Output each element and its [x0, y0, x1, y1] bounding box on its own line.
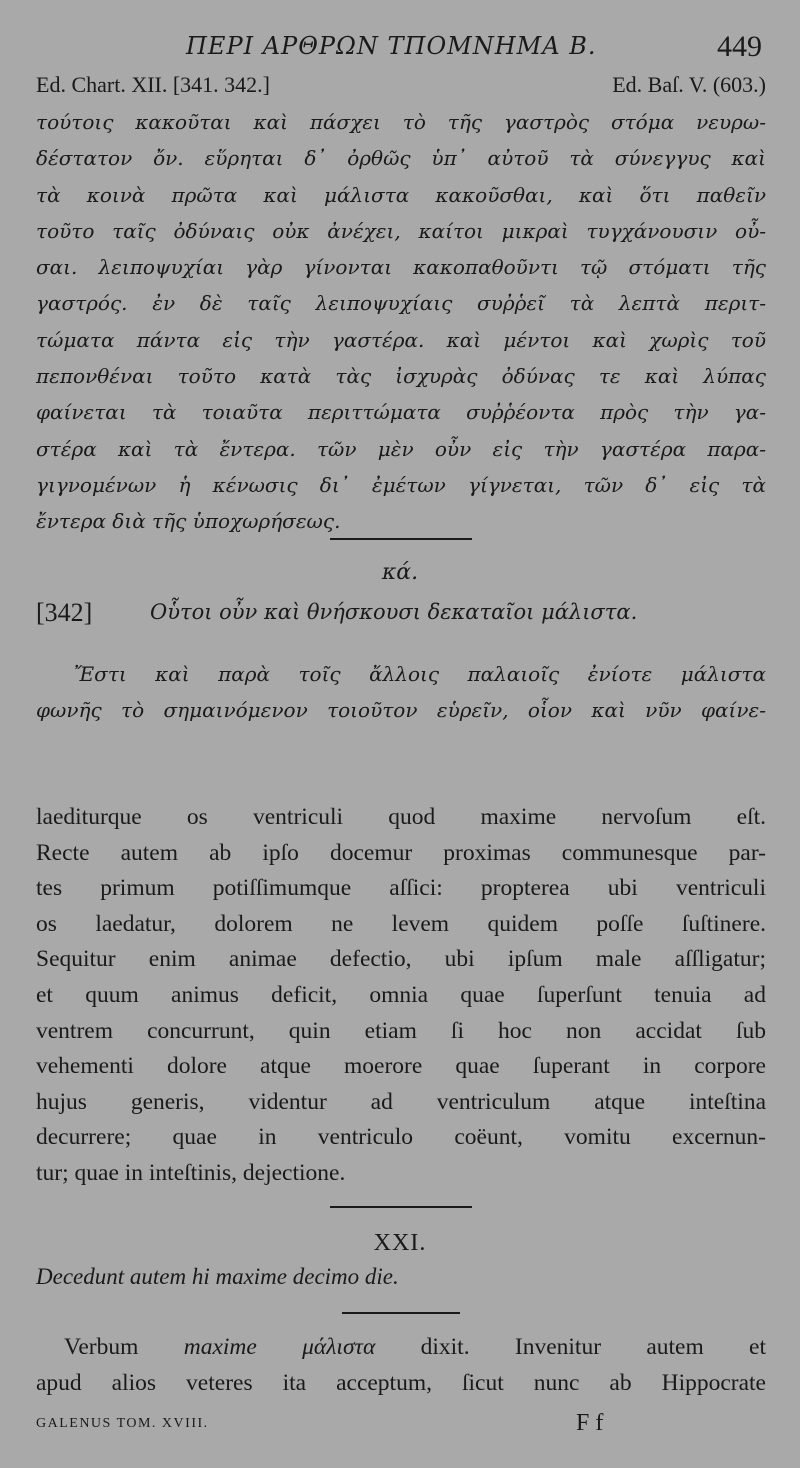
latin-lemma: Decedunt autem hi maxime decimo die. — [36, 1264, 399, 1289]
emphasized-term: maxime μάλιστα — [183, 1334, 376, 1360]
text-line: τὰ κοινὰ πρῶτα καὶ μάλιστα κακοῦσθαι, καὶ ὅτι παθεῖν — [36, 182, 766, 207]
greek-paragraph-1 — [36, 104, 766, 540]
text-line: tes primum potiſſimumque aſſici: propterea ubi ventriculi — [36, 875, 766, 902]
greek-section-number: κά. — [381, 560, 419, 585]
running-head — [0, 30, 800, 66]
text-line: laediturque os ventriculi quod maxime nervoſum eſt. — [36, 804, 766, 830]
text-line — [36, 1330, 766, 1366]
text-line: τούτοις κακοῦται καὶ πάσχει τὸ τῆς γαστρὸς στόμα νευρω- — [36, 110, 766, 134]
text-line: φαίνεται τὰ τοιαῦτα περιττώματα συῤῥέοντα πρὸς τὴν γα- — [36, 400, 766, 425]
text-line: γιγνομένων ἡ κένωσις δι᾽ ἐμέτων γίγνεται, τῶν δ᾽ εἰς τὰ — [36, 472, 766, 497]
text-line: τοῦτο ταῖς ὀδύναις οὐκ ἀνέχει, καίτοι μικραὶ τυγχάνουσιν οὖ- — [36, 218, 766, 243]
section-divider — [330, 538, 472, 540]
latin-section-number: XXI. — [373, 1230, 427, 1256]
running-head-title: ΠΕΡΙ ΑΡΘΡΩΝ ΤΠΟΜΝΗΜΑ Β. — [186, 32, 597, 60]
text-line: tur; quae in inteſtinis, dejectione. — [36, 1159, 346, 1186]
lemma-page-marker: [342] — [36, 598, 93, 627]
edition-chart-reference: Ed. Chart. XII. [341. 342.] — [36, 72, 271, 97]
section-divider — [342, 1312, 460, 1314]
section-divider — [330, 1206, 472, 1208]
text-line: et quum animus deficit, omnia quae ſuperſunt tenuia ad — [36, 981, 766, 1008]
edition-reference-line — [36, 72, 766, 102]
text-line: Ἔστι καὶ παρὰ τοῖς ἄλλοις παλαιοῖς ἐνίοτε μάλιστα — [74, 662, 766, 686]
page-number: 449 — [717, 30, 762, 63]
greek-paragraph-2 — [36, 656, 766, 729]
text-line: τώματα πάντα εἰς τὴν γαστέρα. καὶ μέντοι καὶ χωρὶς τοῦ — [36, 327, 766, 352]
text-line: ventrem concurrunt, quin etiam ſi hoc non accidat ſub — [36, 1017, 766, 1044]
text-run: Verbum — [64, 1334, 184, 1360]
text-run: dixit. Invenitur autem et — [375, 1334, 767, 1360]
text-line: decurrere; quae in ventriculo coëunt, vomitu excernun- — [36, 1124, 766, 1151]
footer-volume: GALENUS TOM. XVIII. — [36, 1416, 209, 1431]
text-line: Recte autem ab ipſo docemur proximas communesque par- — [36, 839, 766, 866]
text-line: os laedatur, dolorem ne levem quidem poſſe ſuſtinere. — [36, 910, 766, 937]
signature-mark: F f — [576, 1410, 604, 1436]
greek-lemma-text: Οὗτοι οὖν καὶ θνήσκουσι δεκαταῖοι μάλιστα. — [150, 600, 638, 624]
page-footer — [36, 1410, 766, 1440]
latin-paragraph-1 — [36, 800, 766, 1192]
text-line: γαστρός. ἐν δὲ ταῖς λειποψυχίαις συῤῥεῖ τὰ λεπτὰ περιτ- — [36, 291, 766, 316]
edition-basel-reference: Ed. Baſ. V. (603.) — [612, 72, 766, 97]
text-line: vehementi dolore atque moerore quae ſuperant in corpore — [36, 1053, 766, 1080]
text-line: hujus generis, videntur ad ventriculum atque inteſtina — [36, 1088, 766, 1115]
latin-paragraph-2 — [36, 1330, 766, 1401]
greek-lemma — [36, 598, 766, 638]
text-line: apud alios veteres ita acceptum, ſicut nunc ab Hippocrate — [36, 1369, 766, 1396]
text-line: στέρα καὶ τὰ ἔντερα. τῶν μὲν οὖν εἰς τὴν γαστέρα παρα- — [36, 436, 766, 461]
text-line: σαι. λειποψυχίαι γὰρ γίνονται κακοπαθοῦντι τῷ στόματι τῆς — [36, 255, 766, 280]
text-line: ἔντερα διὰ τῆς ὑποχωρήσεως. — [36, 509, 341, 534]
text-line: Sequitur enim animae defectio, ubi ipſum male aſſligatur; — [36, 946, 766, 973]
text-line: δέστατον ὄν. εὕρηται δ᾽ ὀρθῶς ὑπ᾽ αὐτοῦ τὰ σύνεγγυς καὶ — [36, 146, 766, 171]
text-line: πεπονθέναι τοῦτο κατὰ τὰς ἰσχυρὰς ὀδύνας τε καὶ λύπας — [36, 364, 766, 389]
text-line: φωνῆς τὸ σημαινόμενον τοιοῦτον εὑρεῖν, οἷον καὶ νῦν φαίνε- — [36, 698, 766, 723]
